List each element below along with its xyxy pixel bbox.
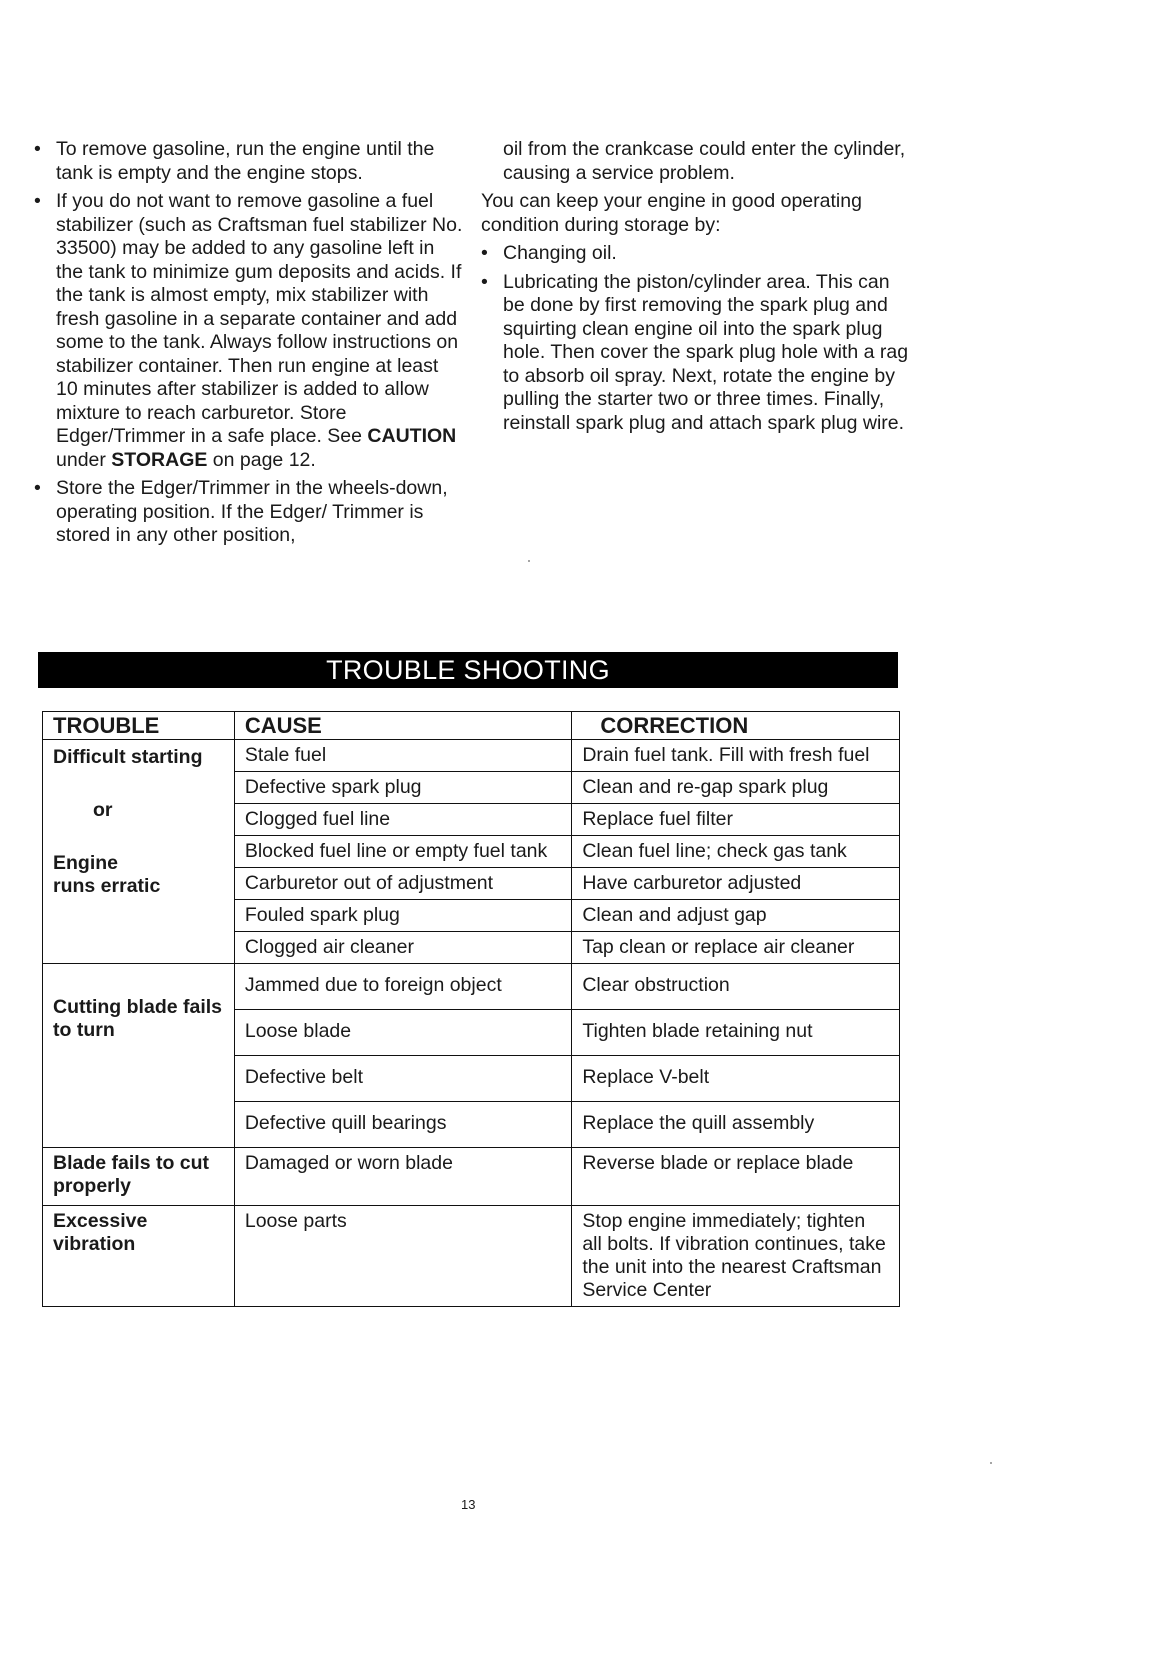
trouble-cell [43, 1148, 235, 1206]
correction-cell: Clean fuel line; check gas tank [572, 836, 900, 868]
cause-cell: Jammed due to foreign object [234, 964, 571, 1010]
cause-cell: Fouled spark plug [234, 900, 571, 932]
trouble-shooting-table [42, 711, 900, 1307]
table-row [43, 964, 900, 1010]
trouble-cell [43, 740, 235, 964]
correction-cell: Replace the quill assembly [572, 1102, 900, 1148]
correction-cell: Tap clean or replace air cleaner [572, 932, 900, 964]
trouble-line: Difficult starting [53, 746, 203, 768]
trouble-shooting-banner: TROUBLE SHOOTING [38, 652, 898, 688]
storage-intro: You can keep your engine in good operating condition during storage by: [481, 190, 862, 236]
bullet-item [34, 138, 464, 185]
header-correction: CORRECTION [572, 712, 900, 740]
scan-speck [528, 560, 530, 562]
bullet-text: To remove gasoline, run the engine until the tank is empty and the engine stops. [56, 138, 435, 184]
cause-cell: Loose blade [234, 1010, 571, 1056]
scan-speck [990, 1462, 992, 1464]
cause-cell: Defective spark plug [234, 772, 571, 804]
bullet-text: If you do not want to remove gasoline a fuel stabilizer (such as Craftsman fuel stabilizer No. 33500) may be added to any gasoline left in the tank to minimize gum deposits and acids. If the tank is almost empty, mix stabilizer with fresh gasoline in a separate container and add some to the tank. Always follow instructions on stabilizer container. Then run engine at least 10 minutes after stabilizer is added to allow mixture to reach carburetor. Store Edger/Trimmer in a safe place. See [56, 190, 463, 447]
correction-cell: Stop engine immediately; tighten all bolts. If vibration continues, take the unit into the nearest Craftsman Service Center [572, 1206, 900, 1307]
continued-paragraph: oil from the crankcase could enter the cylinder, causing a service problem. [503, 138, 906, 184]
table-header-row [43, 712, 900, 740]
bullet-item [34, 190, 464, 472]
bullet-item: • Lubricating the piston/cylinder area. This can be done by first removing the spark plug and squirting clean engine oil into the spark plug hole. Then cover the spark plug hole with a rag to absorb oil spray. Next, rotate the engine by pulling the starter two or three times. Finally, reinstall spark plug and attach spark plug wire. [481, 271, 911, 436]
page-number: 13 [461, 1497, 476, 1512]
correction-cell: Reverse blade or replace blade [572, 1148, 900, 1206]
cause-cell: Defective belt [234, 1056, 571, 1102]
bullet-text: Store the Edger/Trimmer in the wheels-down, operating position. If the Edger/ Trimmer is stored in any other position, [56, 477, 448, 546]
correction-cell: Clean and adjust gap [572, 900, 900, 932]
correction-cell: Have carburetor adjusted [572, 868, 900, 900]
table-row [43, 740, 900, 772]
right-column [481, 138, 911, 440]
correction-cell: Clear obstruction [572, 964, 900, 1010]
bold-term: STORAGE [111, 448, 208, 471]
table-row [43, 1206, 900, 1307]
trouble-line: Excessive vibration [53, 1210, 148, 1255]
cause-cell: Loose parts [234, 1206, 571, 1307]
header-cause: CAUSE [234, 712, 571, 740]
cause-cell: Carburetor out of adjustment [234, 868, 571, 900]
bold-term: CAUTION [367, 425, 457, 447]
table-row [43, 1148, 900, 1206]
storage-instructions-list [34, 138, 464, 548]
trouble-line: Cutting blade fails to turn [53, 996, 223, 1041]
cause-cell: Clogged air cleaner [234, 932, 571, 964]
header-trouble: TROUBLE [43, 712, 235, 740]
bullet-text: under [56, 448, 112, 471]
correction-cell: Tighten blade retaining nut [572, 1010, 900, 1056]
correction-cell: Replace V-belt [572, 1056, 900, 1102]
cause-cell: Clogged fuel line [234, 804, 571, 836]
trouble-cell [43, 1206, 235, 1307]
cause-cell: Damaged or worn blade [234, 1148, 571, 1206]
correction-cell: Drain fuel tank. Fill with fresh fuel [572, 740, 900, 772]
trouble-line: Engine runs erratic [53, 852, 161, 897]
cause-cell: Defective quill bearings [234, 1102, 571, 1148]
trouble-line: Blade fails to cut properly [53, 1152, 210, 1197]
correction-cell: Clean and re-gap spark plug [572, 772, 900, 804]
correction-cell: Replace fuel filter [572, 804, 900, 836]
cause-cell: Blocked fuel line or empty fuel tank [234, 836, 571, 868]
cause-cell: Stale fuel [234, 740, 571, 772]
left-column [34, 138, 464, 553]
bullet-item [34, 477, 464, 548]
storage-maintenance-list [481, 242, 911, 435]
trouble-cell [43, 964, 235, 1148]
trouble-line: or [93, 799, 113, 821]
bullet-item: • Changing oil. [481, 242, 911, 266]
bullet-text: on page 12. [207, 448, 316, 471]
